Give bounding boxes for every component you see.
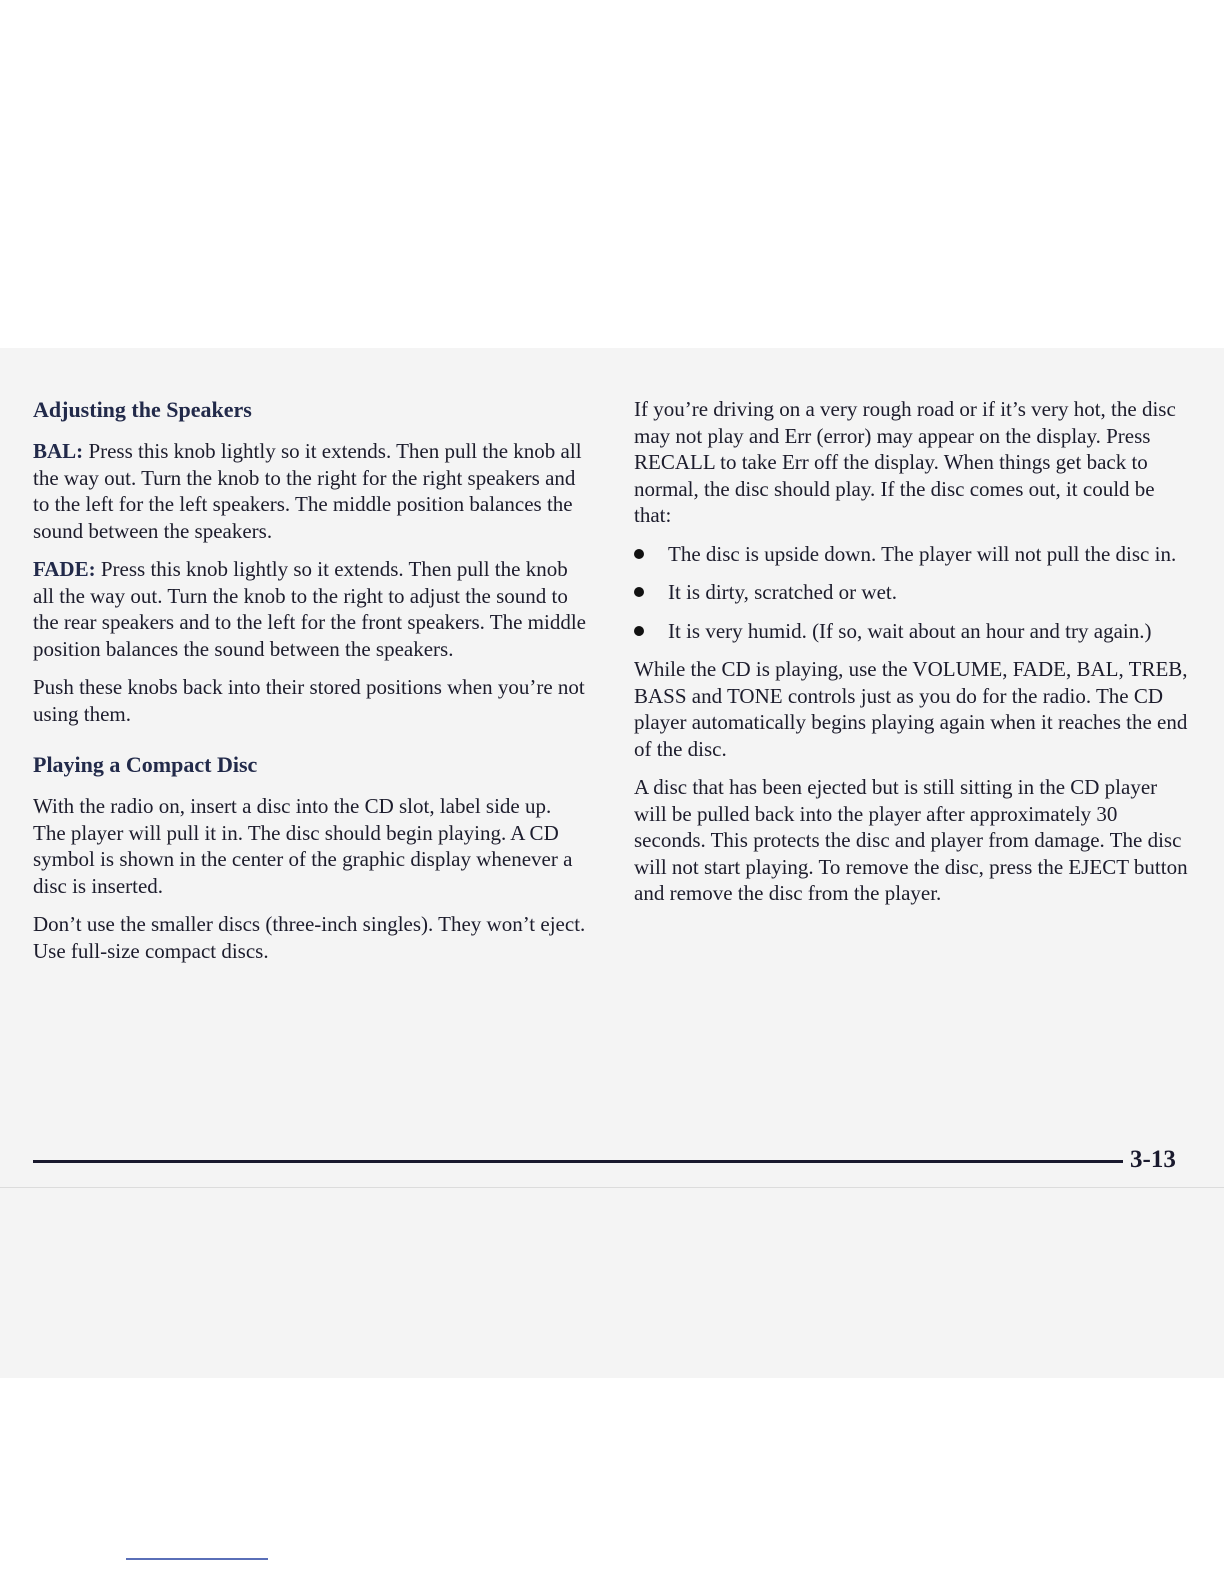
controls-paragraph: While the CD is playing, use the VOLUME, FADE, BAL, TREB, BASS and TONE controls just as you do for the radio. The CD player automatically begins playing again when it reaches the end of the disc.	[634, 657, 1188, 761]
disc-problem-list	[634, 541, 1194, 645]
heading-adjusting-speakers: Adjusting the Speakers	[33, 397, 252, 422]
push-knobs-paragraph: Push these knobs back into their stored positions when you’re not using them.	[33, 675, 585, 726]
bullet-icon	[634, 549, 644, 559]
list-item	[634, 618, 1194, 645]
right-column	[634, 396, 1194, 919]
bal-text: Press this knob lightly so it extends. Then pull the knob all the way out. Turn the knob to the right for the right speakers and to the left for the left speakers. The middle position balances the sound between the speakers.	[33, 439, 582, 543]
footer-rule	[33, 1160, 1123, 1163]
scan-divider	[0, 1187, 1224, 1188]
bullet-icon	[634, 626, 644, 636]
list-item-text: It is dirty, scratched or wet.	[668, 580, 897, 604]
list-item-text: It is very humid. (If so, wait about an hour and try again.)	[668, 618, 1152, 643]
list-item	[634, 579, 1194, 606]
bullet-icon	[634, 587, 644, 597]
insert-disc-paragraph: With the radio on, insert a disc into the CD slot, label side up. The player will pull it in. The disc should begin playing. A CD symbol is shown in the center of the graphic display whenever a disc is inserted.	[33, 794, 573, 898]
ejected-disc-paragraph: A disc that has been ejected but is still sitting in the CD player will be pulled back into the player after approximately 30 seconds. This protects the disc and player from damage. The disc will not start playing. To remove the disc, press the EJECT button and remove the disc from the player.	[634, 775, 1188, 905]
bal-label: BAL:	[33, 439, 84, 463]
smaller-discs-paragraph: Don’t use the smaller discs (three-inch singles). They won’t eject. Use full-size compact discs.	[33, 912, 586, 963]
fade-paragraph	[33, 556, 588, 662]
heading-playing-compact-disc: Playing a Compact Disc	[33, 752, 258, 777]
list-item-text: The disc is upside down. The player will not pull the disc in.	[668, 541, 1177, 566]
list-item	[634, 541, 1194, 568]
fade-label: FADE:	[33, 557, 96, 581]
rough-road-paragraph: If you’re driving on a very rough road or if it’s very hot, the disc may not play and Err (error) may appear on the display. Press RECALL to take Err off the display. When things get back to normal, the disc should play. If the disc comes out, it could be that:	[634, 397, 1176, 527]
bottom-underline	[126, 1558, 268, 1560]
left-column	[33, 396, 588, 976]
fade-text: Press this knob lightly so it extends. Then pull the knob all the way out. Turn the knob to the right to adjust the sound to the rear speakers and to the left for the front speakers. The middle position balances the sound between the speakers.	[33, 557, 586, 661]
bal-paragraph	[33, 438, 588, 544]
page-number: 3-13	[1130, 1146, 1176, 1173]
